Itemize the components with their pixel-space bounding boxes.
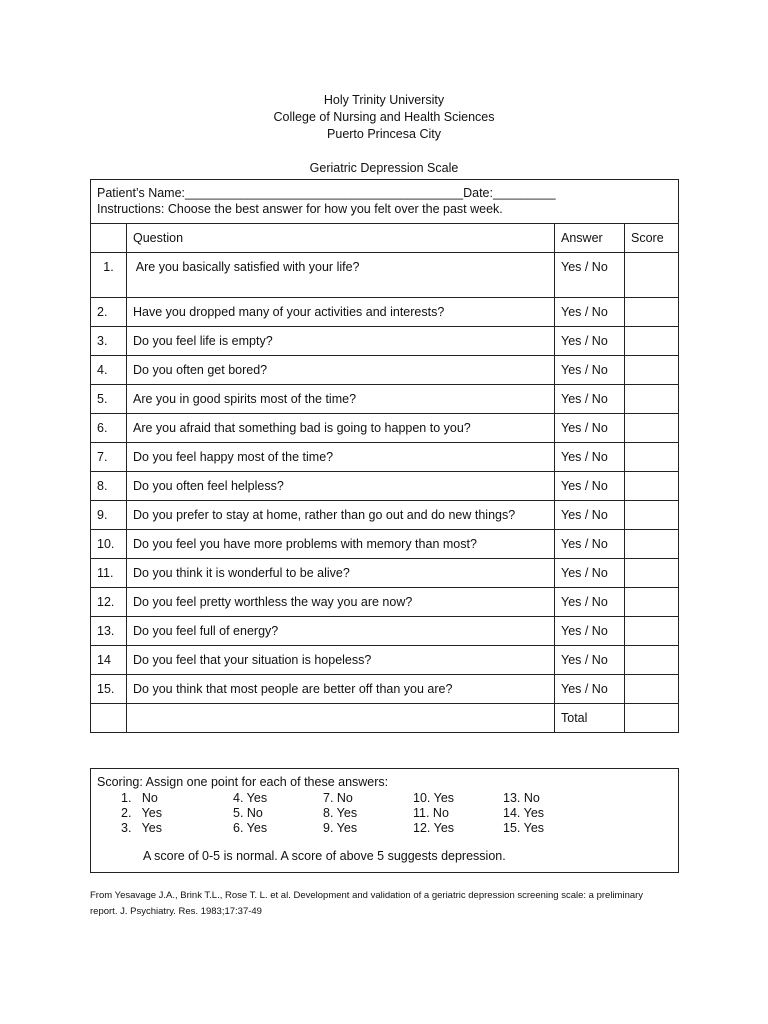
answer-choice[interactable]: Yes / No xyxy=(555,253,625,298)
question-number: 7. xyxy=(91,443,127,472)
table-row xyxy=(91,530,679,559)
total-row xyxy=(91,704,679,733)
table-row xyxy=(91,443,679,472)
answer-choice[interactable]: Yes / No xyxy=(555,327,625,356)
score-cell[interactable] xyxy=(625,414,679,443)
score-cell[interactable] xyxy=(625,617,679,646)
question-text: Do you prefer to stay at home, rather than go out and do new things? xyxy=(127,501,555,530)
question-text: Are you basically satisfied with your life? xyxy=(127,253,555,298)
score-cell[interactable] xyxy=(625,356,679,385)
score-cell[interactable] xyxy=(625,559,679,588)
question-number: 9. xyxy=(91,501,127,530)
scoring-item: 5. No xyxy=(233,806,263,820)
total-empty-num xyxy=(91,704,127,733)
answer-choice[interactable]: Yes / No xyxy=(555,530,625,559)
patient-info-box xyxy=(90,179,679,224)
table-row xyxy=(91,356,679,385)
answer-choice[interactable]: Yes / No xyxy=(555,559,625,588)
question-text: Do you often feel helpless? xyxy=(127,472,555,501)
question-number: 11. xyxy=(91,559,127,588)
scoring-item: 2. Yes xyxy=(121,806,163,820)
answer-choice[interactable]: Yes / No xyxy=(555,617,625,646)
table-row xyxy=(91,385,679,414)
date-field[interactable]: _________ xyxy=(492,186,556,200)
table-row xyxy=(91,588,679,617)
header-college: College of Nursing and Health Sciences xyxy=(273,110,495,124)
scoring-item: 15. Yes xyxy=(503,821,545,835)
table-row xyxy=(91,675,679,704)
answer-choice[interactable]: Yes / No xyxy=(555,675,625,704)
table-header-row xyxy=(91,224,679,253)
scoring-box xyxy=(90,768,679,873)
question-number: 10. xyxy=(91,530,127,559)
score-cell[interactable] xyxy=(625,675,679,704)
table-row xyxy=(91,501,679,530)
answer-choice[interactable]: Yes / No xyxy=(555,472,625,501)
table-row xyxy=(91,617,679,646)
score-cell[interactable] xyxy=(625,646,679,675)
table-row xyxy=(91,559,679,588)
question-number: 5. xyxy=(91,385,127,414)
question-text: Do you think that most people are better off than you are? xyxy=(127,675,555,704)
scoring-item: 1. No xyxy=(121,791,158,805)
scoring-item: 9. Yes xyxy=(323,821,358,835)
score-cell[interactable] xyxy=(625,472,679,501)
answer-choice[interactable]: Yes / No xyxy=(555,588,625,617)
scoring-col-1 xyxy=(121,791,162,836)
scoring-item: 4. Yes xyxy=(233,791,268,805)
scoring-title: Scoring: Assign one point for each of these answers: xyxy=(97,775,389,789)
table-row xyxy=(91,298,679,327)
answer-choice[interactable]: Yes / No xyxy=(555,443,625,472)
patient-name-label: Patient’s Name: xyxy=(97,186,186,200)
question-text: Do you feel life is empty? xyxy=(127,327,555,356)
answer-choice[interactable]: Yes / No xyxy=(555,646,625,675)
total-empty-question xyxy=(127,704,555,733)
question-text: Are you afraid that something bad is going to happen to you? xyxy=(127,414,555,443)
answer-choice[interactable]: Yes / No xyxy=(555,298,625,327)
table-row xyxy=(91,253,679,298)
table-row xyxy=(91,472,679,501)
table-row xyxy=(91,414,679,443)
scoring-col-5 xyxy=(503,791,544,836)
question-text: Do you feel happy most of the time? xyxy=(127,443,555,472)
scoring-item: 11. No xyxy=(413,806,449,820)
header-score: Score xyxy=(625,224,679,253)
score-cell[interactable] xyxy=(625,501,679,530)
answer-choice[interactable]: Yes / No xyxy=(555,414,625,443)
total-score-cell[interactable] xyxy=(625,704,679,733)
scoring-item: 8. Yes xyxy=(323,806,358,820)
question-text: Do you feel pretty worthless the way you are now? xyxy=(127,588,555,617)
header-question: Question xyxy=(127,224,555,253)
header-num-cell xyxy=(91,224,127,253)
scoring-col-4 xyxy=(413,791,454,836)
score-cell[interactable] xyxy=(625,253,679,298)
question-text: Do you feel that your situation is hopeless? xyxy=(127,646,555,675)
question-number: 15. xyxy=(91,675,127,704)
answer-choice[interactable]: Yes / No xyxy=(555,385,625,414)
score-cell[interactable] xyxy=(625,385,679,414)
scoring-item: 14. Yes xyxy=(503,806,545,820)
question-number: 1. xyxy=(91,253,127,298)
question-text: Do you feel full of energy? xyxy=(127,617,555,646)
answer-choice[interactable]: Yes / No xyxy=(555,356,625,385)
score-cell[interactable] xyxy=(625,327,679,356)
table-row xyxy=(91,646,679,675)
total-label: Total xyxy=(555,704,625,733)
scoring-col-3 xyxy=(323,791,357,836)
question-number: 6. xyxy=(91,414,127,443)
question-number: 4. xyxy=(91,356,127,385)
scoring-col-2 xyxy=(233,791,267,836)
header-answer: Answer xyxy=(555,224,625,253)
scoring-note: A score of 0-5 is normal. A score of above 5 suggests depression. xyxy=(143,849,506,863)
score-cell[interactable] xyxy=(625,588,679,617)
reference-citation: From Yesavage J.A., Brink T.L., Rose T. L. et al. Development and validation of a geriatric depression screening scale: a preliminary report. J. Psychiatry. Res. 1983;17:37-49 xyxy=(90,890,644,917)
question-number: 13. xyxy=(91,617,127,646)
question-number: 12. xyxy=(91,588,127,617)
questions-table xyxy=(90,223,679,733)
score-cell[interactable] xyxy=(625,530,679,559)
scoring-item: 10. Yes xyxy=(413,791,455,805)
answer-choice[interactable]: Yes / No xyxy=(555,501,625,530)
scoring-item: 7. No xyxy=(323,791,353,805)
scoring-item: 13. No xyxy=(503,791,540,805)
question-text: Are you in good spirits most of the time? xyxy=(127,385,555,414)
score-cell[interactable] xyxy=(625,443,679,472)
scoring-item: 12. Yes xyxy=(413,821,455,835)
scoring-item: 6. Yes xyxy=(233,821,268,835)
table-row xyxy=(91,327,679,356)
question-text: Have you dropped many of your activities and interests? xyxy=(127,298,555,327)
question-number: 3. xyxy=(91,327,127,356)
scoring-item: 3. Yes xyxy=(121,821,163,835)
date-label: Date: xyxy=(463,186,493,200)
question-number: 2. xyxy=(91,298,127,327)
score-cell[interactable] xyxy=(625,298,679,327)
question-text: Do you feel you have more problems with memory than most? xyxy=(127,530,555,559)
question-text: Do you think it is wonderful to be alive? xyxy=(127,559,555,588)
question-text: Do you often get bored? xyxy=(127,356,555,385)
header-city: Puerto Princesa City xyxy=(327,127,441,141)
question-number: 14 xyxy=(91,646,127,675)
question-number: 8. xyxy=(91,472,127,501)
header-university: Holy Trinity University xyxy=(323,93,445,107)
patient-name-field[interactable]: ________________________________________ xyxy=(185,186,464,200)
form-title: Geriatric Depression Scale xyxy=(309,161,459,175)
instructions: Instructions: Choose the best answer for how you felt over the past week. xyxy=(97,202,503,216)
